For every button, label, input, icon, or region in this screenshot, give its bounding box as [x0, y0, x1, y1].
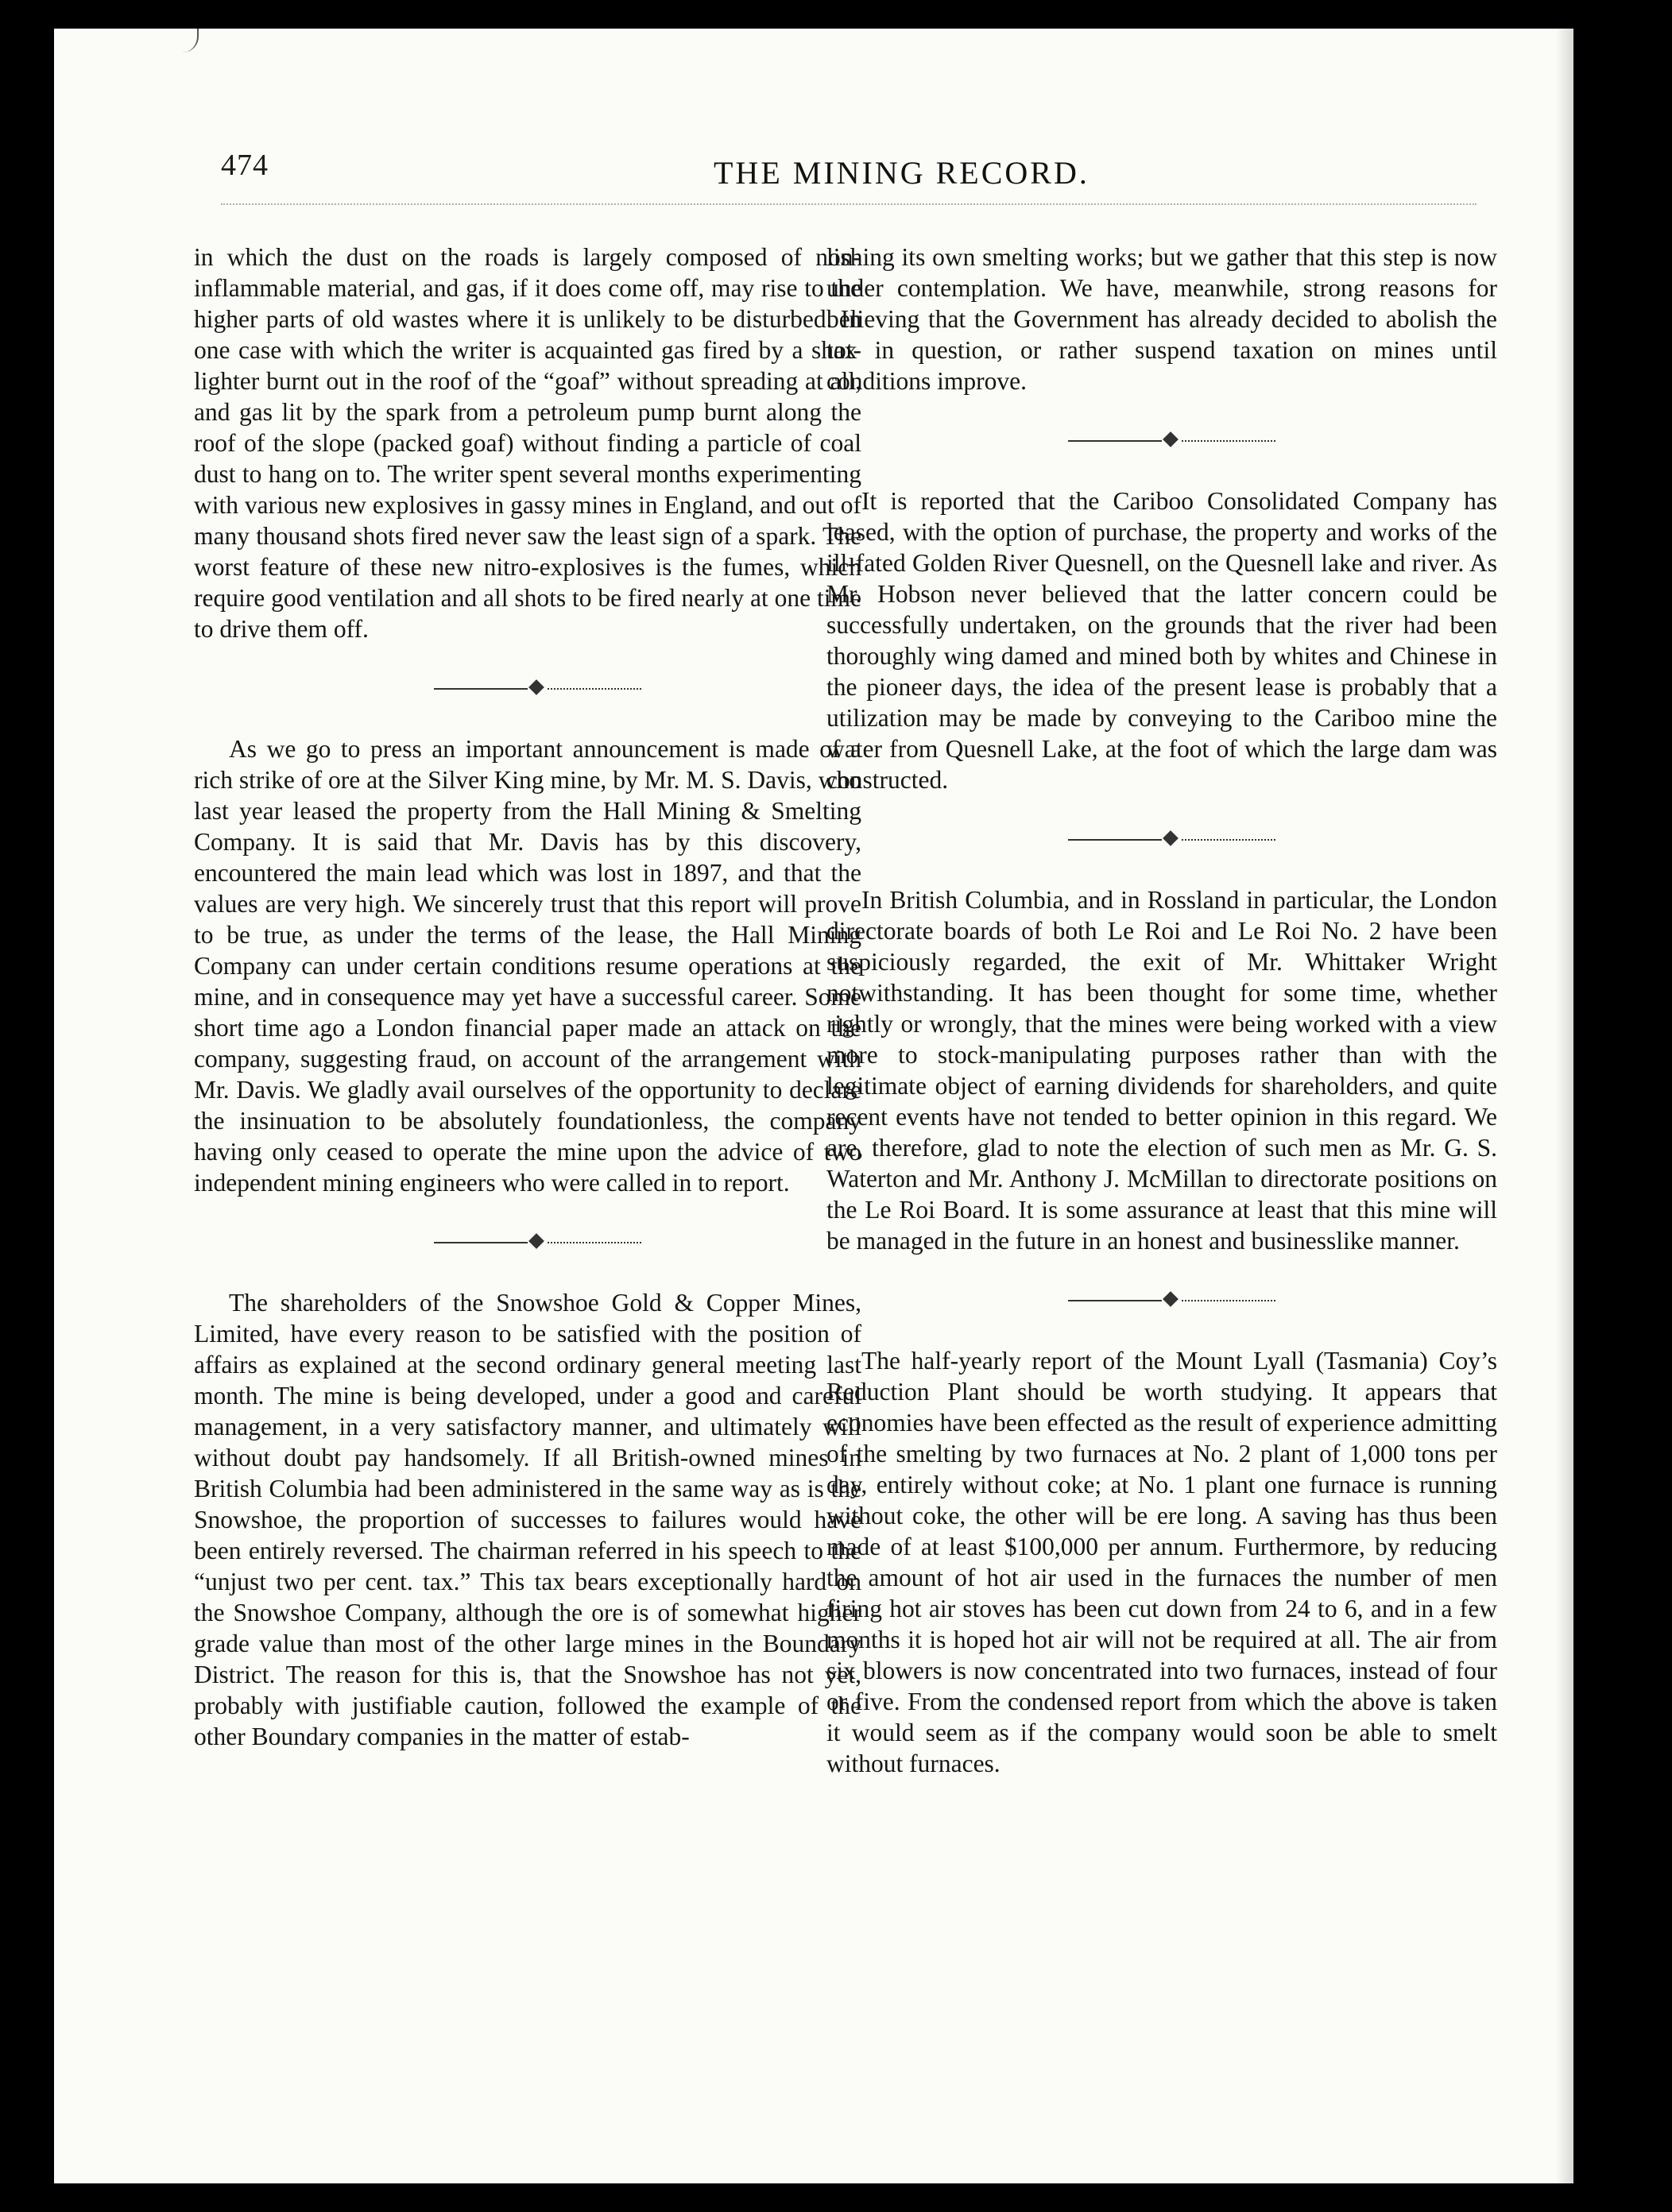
journal-title: THE MINING RECORD.	[714, 155, 1090, 191]
diamond-ornament-icon	[1163, 1291, 1179, 1307]
page-number: 474	[221, 149, 269, 182]
article-paragraph: The shareholders of the Snowshoe Gold & Copper Mines, Limited, have every reason to be satisfied with the position of affairs as explained at the second ordinary general meeting last month. The mine is being developed, under a good and careful management, in a very satisfactory manner, and ultimately will without doubt pay handsomely. If all British-owned mines in British Columbia had been administered in the same way as is the Snowshoe, the proportion of successes to failures would have been entirely reversed. The chairman referred in his speech to the “unjust two per cent. tax.” This tax bears exceptionally hard on the Snowshoe Company, although the ore is of somewhat higher grade value than most of the other large mines in the Boundary District. The reason for this is, that the Snowshoe has not yet, probably with justifiable caution, followed the example of the other Boundary companies in the matter of estab-	[194, 1289, 861, 1750]
section-divider	[826, 1291, 1497, 1310]
article-paragraph: In British Columbia, and in Rossland in particular, the London directorate boards of both Le Roi and Le Roi No. 2 have been suspiciously regarded, the exit of Mr. Whittaker Wright notwithstanding. It has been thought for some time, whether rightly or wrongly, that the mines were being worked with a view more to stock-manipulating purposes rather than with the legitimate object of earning dividends for shareholders, and quite recent events have not tended to better opinion in this regard. We are, therefore, glad to note the election of such men as Mr. G. S. Waterton and Mr. Anthony J. McMillan to directorate positions on the Le Roi Board. It is some assurance at least that this mine will be managed in the future in an honest and businesslike manner.	[826, 886, 1497, 1255]
article-paragraph: It is reported that the Cariboo Consolidated Company has leased, with the option of purchase, the property and works of the ill-fated Golden River Quesnell, on the Quesnell lake and river. As Mr. Hobson never believed that the latter concern could be successfully undertaken, on the grounds that the river had been thoroughly wing damed and mined both by whites and Chinese in the pioneer days, the idea of the present lease is probably that a utilization may be made by conveying to the Cariboo mine the water from Quesnell Lake, at the foot of which the large dam was constructed.	[826, 487, 1497, 794]
section-divider	[194, 1233, 861, 1252]
article-paragraph: The half-yearly report of the Mount Lyall (Tasmania) Coy’s Reduction Plant should be worth studying. It appears that economies have been effected as the result of experience admitting of the smelting by two furnaces at No. 2 plant of 1,000 tons per day, entirely without coke; at No. 1 plant one furnace is running without coke, the other will be ere long. A saving has thus been made of at least $100,000 per annum. Furthermore, by reducing the amount of hot air used in the furnaces the number of men firing hot air stoves has been cut down from 24 to 6, and in a few months it is hoped hot air will not be required at all. The air from six blowers is now concentrated into two furnaces, instead of four or five. From the condensed report from which the above is taken it would seem as if the company would soon be able to smelt without furnaces.	[826, 1347, 1497, 1777]
right-column	[826, 242, 1497, 1779]
article-paragraph: lishing its own smelting works; but we gather that this step is now under contemplation. We have, meanwhile, strong reasons for believing that the Government has already decided to abolish the tax in question, or rather suspend taxation on mines until conditions improve.	[826, 243, 1497, 395]
diamond-ornament-icon	[1163, 431, 1179, 447]
section-divider	[194, 679, 861, 698]
article-paragraph: As we go to press an important announcement is made of a rich strike of ore at the Silver King mine, by Mr. M. S. Davis, who last year leased the property from the Hall Mining & Smelting Company. It is said that Mr. Davis has by this discovery, encountered the main lead which was lost in 1897, and that the values are very high. We sincerely trust that this report will prove to be true, as under the terms of the lease, the Hall Mining Company can under certain conditions resume operations at the mine, and in consequence may yet have a successful career. Some short time ago a London financial paper made an attack on the company, suggesting fraud, on account of the arrangement with Mr. Davis. We gladly avail ourselves of the opportunity to declare the insinuation to be absolutely foundationless, the company having only ceased to operate the mine upon the advice of two independent mining engineers who were called in to report.	[194, 735, 861, 1197]
diamond-ornament-icon	[1163, 830, 1179, 846]
section-divider	[826, 431, 1497, 451]
left-column	[194, 242, 861, 1752]
header-rule	[221, 203, 1477, 205]
article-paragraph: in which the dust on the roads is largely composed of non-inflammable material, and gas, if it does come off, may rise to the higher parts of old wastes where it is unlikely to be disturbed. In one case with which the writer is acquainted gas fired by a shot-lighter burnt out in the roof of the “goaf” without spreading at all, and gas lit by the spark from a petroleum pump burnt along the roof of the slope (packed goaf) without finding a particle of coal dust to hang on to. The writer spent several months experimenting with various new explosives in gassy mines in England, and out of many thousand shots fired never saw the least sign of a spark. The worst feature of these new nitro-explosives is the fumes, which require good ventilation and all shots to be fired nearly at one time to drive them off.	[194, 243, 861, 643]
section-divider	[826, 830, 1497, 849]
binding-gutter-shadow	[1556, 29, 1573, 2183]
scanned-page	[54, 29, 1573, 2183]
diamond-ornament-icon	[528, 1233, 544, 1249]
diamond-ornament-icon	[528, 679, 544, 695]
scan-edge-mark	[165, 29, 199, 52]
